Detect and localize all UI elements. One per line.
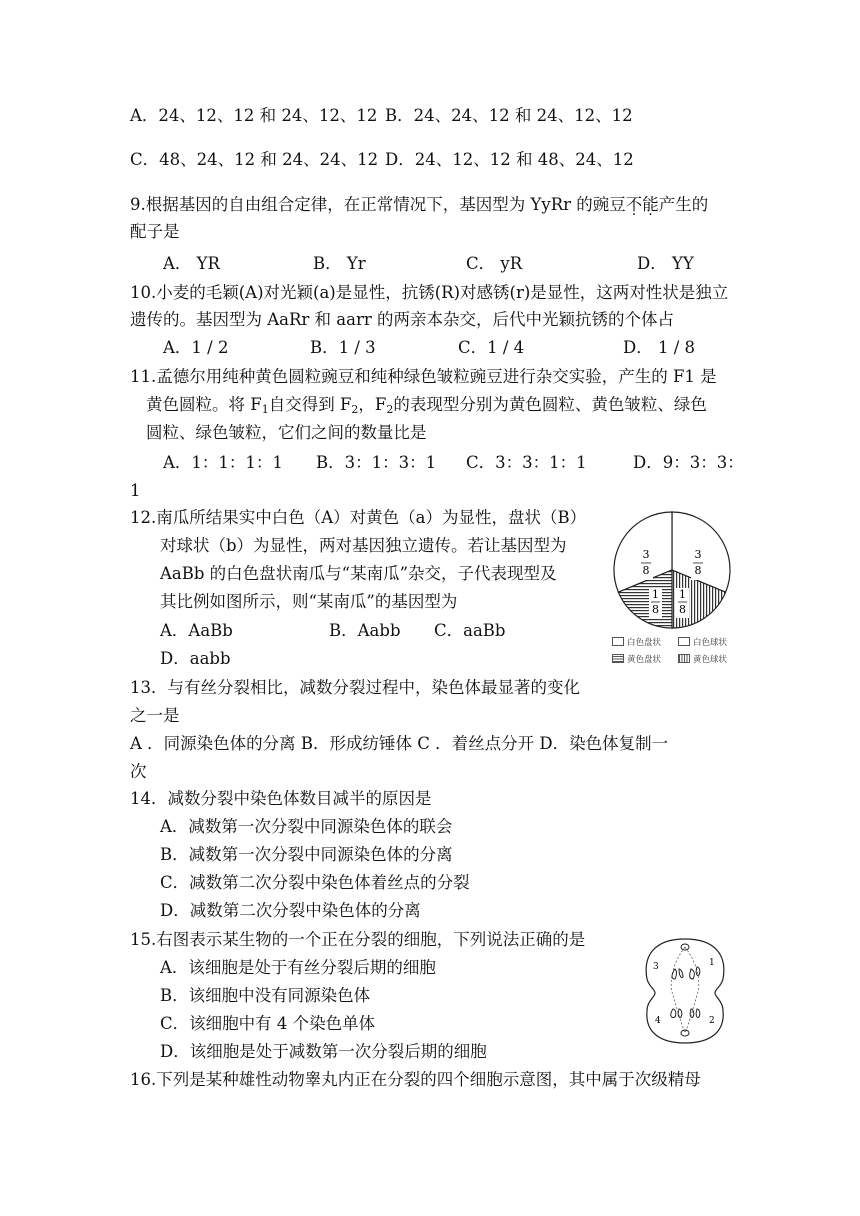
- q11-stem-text-a: 黄色圆粒。将 F: [146, 395, 262, 414]
- slice1-numerator: 3: [642, 548, 650, 561]
- q10-option-d: D． 1 / 8: [623, 338, 696, 357]
- q11-stem-text-d: 的表现型分别为黄色圆粒、黄色皱粒、绿色: [393, 395, 707, 414]
- q9-stem-text: 9.根据基因的自由组合定律，在正常情况下，基因型为 YyRr 的豌豆: [130, 195, 626, 214]
- q12-stem-line-2: 对球状（b）为显性，两对基因独立遗传。若让基因型为: [160, 536, 567, 555]
- q12-option-c: C．aaBb: [434, 621, 506, 640]
- q12-stem-line-1: 12.南瓜所结果实中白色（A）对黄色（a）为显性，盘状（B）: [130, 508, 587, 527]
- q11-stem-line-1: 11.孟德尔用纯种黄色圆粒豌豆和纯种绿色皱粒豌豆进行杂交实验，产生的 F1 是: [130, 367, 717, 386]
- spindle-fiber-left: [671, 947, 685, 1033]
- legend-label-4: 黄色球状: [693, 655, 728, 665]
- q9-option-b: B． Yr: [313, 254, 366, 273]
- q13-options-continuation: 次: [130, 762, 147, 781]
- q11-option-d-continuation: 1: [130, 481, 141, 500]
- q13-options: A ．同源染色体的分离 B．形成纺锤体 C ．着丝点分开 D．染色体复制一: [130, 734, 669, 753]
- pie-chart-graphic: [610, 508, 735, 633]
- legend-swatch-vstripe: [678, 654, 690, 663]
- q15-stem: 15.右图表示某生物的一个正在分裂的细胞，下列说法正确的是: [130, 930, 586, 949]
- q9-stem-text-end: 产生的: [658, 195, 709, 214]
- q13-stem-line-1: 13．与有丝分裂相比，减数分裂过程中，染色体最显著的变化: [130, 678, 580, 697]
- dividing-cell-graphic: [635, 935, 735, 1047]
- q11-stem-line-3: 圆粒、绿色皱粒，它们之间的数量比是: [146, 423, 427, 442]
- q8-option-b: B．24、24、12 和 24、12、12: [385, 106, 633, 125]
- q12-stem-line-4: 其比例如图所示，则“某南瓜”的基因型为: [160, 592, 458, 611]
- q9-stem-line-1: [130, 194, 708, 216]
- q11-stem-line-2: [146, 394, 707, 416]
- q8-option-d: D．24、12、12 和 48、24、12: [385, 150, 634, 169]
- q12-option-b: B．Aabb: [329, 621, 401, 640]
- q11-subscript-1: 1: [261, 403, 269, 416]
- q10-option-a: A．1 / 2: [163, 338, 229, 357]
- q15-option-d: D．该细胞是处于减数第一次分裂后期的细胞: [160, 1042, 487, 1061]
- legend-label-2: 白色球状: [693, 638, 728, 648]
- legend-item-white-globe: [678, 636, 727, 648]
- q14-stem: 14．减数分裂中染色体数目减半的原因是: [130, 789, 432, 808]
- spindle-fiber-right: [685, 947, 699, 1033]
- q10-option-b: B．1 / 3: [310, 338, 376, 357]
- chromosome-2: [690, 1009, 700, 1018]
- cell-membrane: [646, 939, 724, 1043]
- q8-option-c: C．48、24、12 和 24、24、12: [130, 150, 379, 169]
- chromosome-label-4: 4: [655, 1016, 661, 1026]
- chromosome-label-1: 1: [709, 958, 715, 968]
- q15-cell-diagram: [635, 935, 735, 1047]
- q11-stem-text-c: ，F: [358, 395, 387, 414]
- q14-option-b: B．减数第一次分裂中同源染色体的分离: [160, 845, 453, 864]
- q14-option-d: D．减数第二次分裂中染色体的分离: [160, 901, 421, 920]
- q11-option-d: D．9：3：3：: [633, 453, 744, 472]
- q9-options: [0, 253, 860, 275]
- q8-option-row-1: [130, 105, 633, 127]
- q16-stem: 16.下列是某种雄性动物睾丸内正在分裂的四个细胞示意图，其中属于次级精母: [130, 1070, 701, 1089]
- q15-option-b: B．该细胞中没有同源染色体: [160, 986, 371, 1005]
- slice4-denominator: 8: [679, 603, 686, 616]
- q11-stem-text-b: 自交得到 F: [268, 395, 352, 414]
- chromosome-4: [671, 1009, 682, 1018]
- legend-swatch-hstripe: [612, 654, 624, 663]
- q9-option-a: A． YR: [163, 254, 220, 273]
- q14-option-a: A．减数第一次分裂中同源染色体的联会: [160, 817, 453, 836]
- q15-option-a: A．该细胞是处于有丝分裂后期的细胞: [160, 958, 436, 977]
- q12-pie-chart: [610, 508, 735, 668]
- q9-stem-line-2: 配子是: [130, 222, 180, 241]
- q11-option-c: C．3：3：1：1: [466, 453, 587, 472]
- q15-option-c: C．该细胞中有 4 个染色单体: [160, 1014, 376, 1033]
- q12-option-d: D．aabb: [160, 649, 231, 668]
- legend-label-1: 白色盘状: [627, 638, 662, 648]
- q11-subscript-3: 2: [386, 403, 394, 416]
- q12-options-row: [0, 620, 620, 642]
- q10-stem-line-1: 10.小麦的毛颖(A)对光颖(a)是显性，抗锈(R)对感锈(r)是显性，这两对性状是独立: [130, 283, 729, 302]
- q11-subscript-2: 2: [351, 403, 359, 416]
- slice4-numerator: 1: [679, 588, 686, 601]
- legend-swatch-white-2: [678, 637, 690, 646]
- chromosome-3: [672, 969, 683, 979]
- legend-swatch-white: [612, 637, 624, 646]
- legend-label-3: 黄色盘状: [627, 655, 662, 665]
- legend-item-yellow-disc: [612, 653, 661, 665]
- q9-option-c: C． yR: [466, 254, 523, 273]
- chromosome-label-2: 2: [709, 1016, 715, 1026]
- q10-stem-line-2: 遗传的。基因型为 AaRr 和 aarr 的两亲本杂交，后代中光颖抗锈的个体占: [130, 310, 674, 329]
- q11-option-b: B．3：1：3：1: [316, 453, 437, 472]
- q10-option-c: C．1 / 4: [458, 338, 525, 357]
- centriole-bottom: [681, 1030, 689, 1036]
- slice3-numerator: 1: [652, 588, 659, 601]
- q12-stem-line-3: AaBb 的白色盘状南瓜与“某南瓜”杂交，子代表现型及: [160, 564, 557, 583]
- slice2-denominator: 8: [694, 564, 702, 577]
- q8-option-row-2: [130, 149, 634, 171]
- q12-option-a: A．AaBb: [160, 621, 233, 640]
- q10-options: [0, 337, 860, 359]
- legend-item-yellow-globe: [678, 653, 727, 665]
- q8-option-a: A．24、12、12 和 24、12、12: [130, 106, 378, 125]
- q14-option-c: C．减数第二次分裂中染色体着丝点的分裂: [160, 873, 470, 892]
- slice2-numerator: 3: [694, 548, 702, 561]
- q9-option-d: D． YY: [637, 254, 694, 273]
- slice3-denominator: 8: [652, 603, 659, 616]
- slice1-denominator: 8: [642, 564, 650, 577]
- legend-item-white-disc: [612, 636, 661, 648]
- q11-option-a: A．1：1：1：1: [163, 453, 283, 472]
- q11-options: [0, 452, 860, 474]
- q13-stem-line-2: 之一是: [130, 706, 180, 725]
- chromosome-label-3: 3: [653, 962, 659, 972]
- q9-emphasis-char-1: 不: [625, 195, 643, 214]
- q9-emphasis-char-2: 能: [642, 195, 659, 214]
